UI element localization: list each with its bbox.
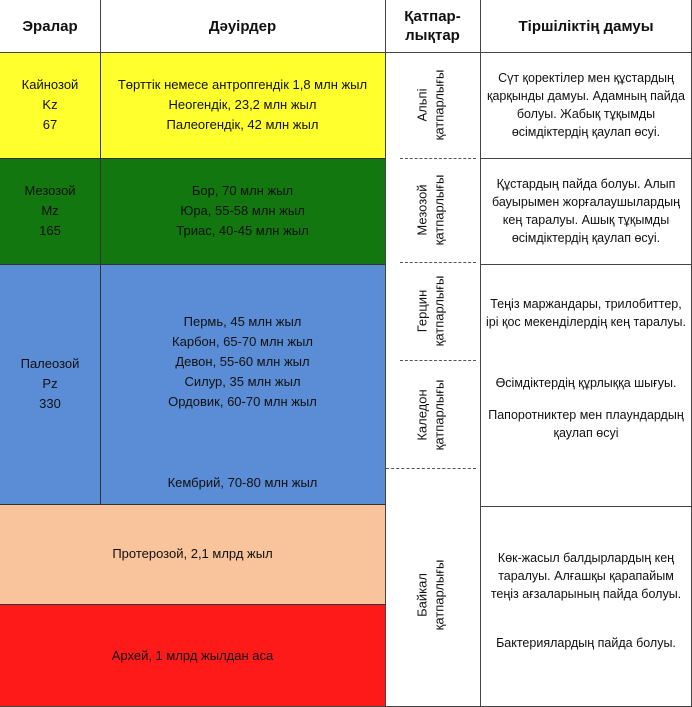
header-folding-label: Қатпар- лықтар <box>404 8 461 44</box>
dashed-divider <box>386 468 476 469</box>
divider <box>100 52 101 504</box>
folding-hercynian: Герцин қатпарлығы <box>414 275 446 347</box>
header-folding <box>385 0 480 52</box>
era-years: 165 <box>39 223 61 238</box>
periods-cell-mesozoic <box>100 158 385 264</box>
folding-baikal: Байкал қатпарлығы <box>414 559 446 631</box>
periods-cell-cenozoic <box>100 52 385 158</box>
band-proterozoic <box>0 504 385 604</box>
era-cell-paleozoic <box>0 264 100 504</box>
era-name: Мезозой <box>24 183 76 198</box>
period-item: Пермь, 45 млн жыл <box>183 314 302 329</box>
period-item: Бор, 70 млн жыл <box>191 183 294 198</box>
era-code: Kz <box>42 97 58 112</box>
folding-alpine: Альпі қатпарлығы <box>414 69 446 141</box>
era-code: Pz <box>42 376 58 391</box>
period-item: Юра, 55-58 млн жыл <box>180 203 305 218</box>
folding-caledonian: Каледон қатпарлығы <box>414 379 446 451</box>
band-archean <box>0 604 385 707</box>
divider <box>0 264 385 265</box>
period-item: Кембрий, 70-80 млн жыл <box>167 475 318 490</box>
period-item: Карбон, 65-70 млн жыл <box>172 334 313 349</box>
period-item: Ордовик, 60-70 млн жыл <box>168 394 317 409</box>
divider <box>0 604 385 605</box>
divider <box>480 158 692 159</box>
period-item: Силур, 35 млн жыл <box>184 374 301 389</box>
era-name: Протерозой, 2,1 млрд жыл <box>112 546 273 561</box>
era-years: 67 <box>42 117 58 132</box>
life-caledonian: Өсімдіктердің құрлыққа шығуы. Папоротниктер мен плаундардың қаулап өсуі <box>488 376 684 440</box>
header-eras-label: Эралар <box>22 17 78 35</box>
header-periods <box>100 0 385 52</box>
life-mesozoic: Құстардың пайда болуы. Алып бауырымен жорғалаушылардың кең таралуы. Ашық тұқымды өсімдіктердің қаулап өсуі. <box>491 177 680 245</box>
era-name: Палеозой <box>20 356 80 371</box>
life-cenozoic: Сүт қоректілер мен құстардың қарқынды дамуы. Адамның пайда болуы. Жабық тұқымды өсімдіктердің қаулап өсуі. <box>486 71 686 139</box>
header-periods-label: Дәуірдер <box>208 17 277 35</box>
divider <box>480 264 692 265</box>
divider <box>100 0 101 52</box>
dashed-divider <box>400 262 476 263</box>
era-years: 330 <box>39 396 61 411</box>
divider <box>385 0 386 707</box>
period-item: Девон, 55-60 млн жыл <box>175 354 310 369</box>
divider <box>0 504 385 505</box>
header-life <box>480 0 692 52</box>
period-item: Неогендік, 23,2 млн жыл <box>168 97 317 112</box>
header-life-label: Тіршіліктің дамуы <box>518 17 654 35</box>
header-eras <box>0 0 100 52</box>
period-item: Төрттік немесе антропгендік 1,8 млн жыл <box>117 77 368 92</box>
life-proterozoic: Көк-жасыл балдырлардың кең таралуы. Алғашқы қарапайым теңіз ағзаларының пайда болуы. <box>490 551 682 601</box>
period-item: Триас, 40-45 млн жыл <box>176 223 309 238</box>
periods-cell-paleozoic-upper <box>100 300 385 432</box>
dashed-divider <box>400 158 476 159</box>
life-archean: Бактериялардың пайда болуы. <box>496 636 676 650</box>
divider <box>0 158 385 159</box>
era-name: Архей, 1 млрд жылдан аса <box>111 647 274 663</box>
dashed-divider <box>400 360 476 361</box>
divider <box>0 52 692 53</box>
era-code: Mz <box>41 203 59 218</box>
period-item: Палеогендік, 42 млн жыл <box>166 117 319 132</box>
divider <box>480 506 692 507</box>
era-name: Кайнозой <box>21 77 79 92</box>
era-cell-mesozoic <box>0 158 100 264</box>
life-hercynian: Теңіз маржандары, трилобиттер, ірі қос мекенділердің кең таралуы. <box>486 297 686 329</box>
folding-mesozoic: Мезозой қатпарлығы <box>414 174 446 246</box>
periods-cell-paleozoic-lower <box>100 470 385 496</box>
era-cell-cenozoic <box>0 52 100 158</box>
divider <box>480 0 481 707</box>
